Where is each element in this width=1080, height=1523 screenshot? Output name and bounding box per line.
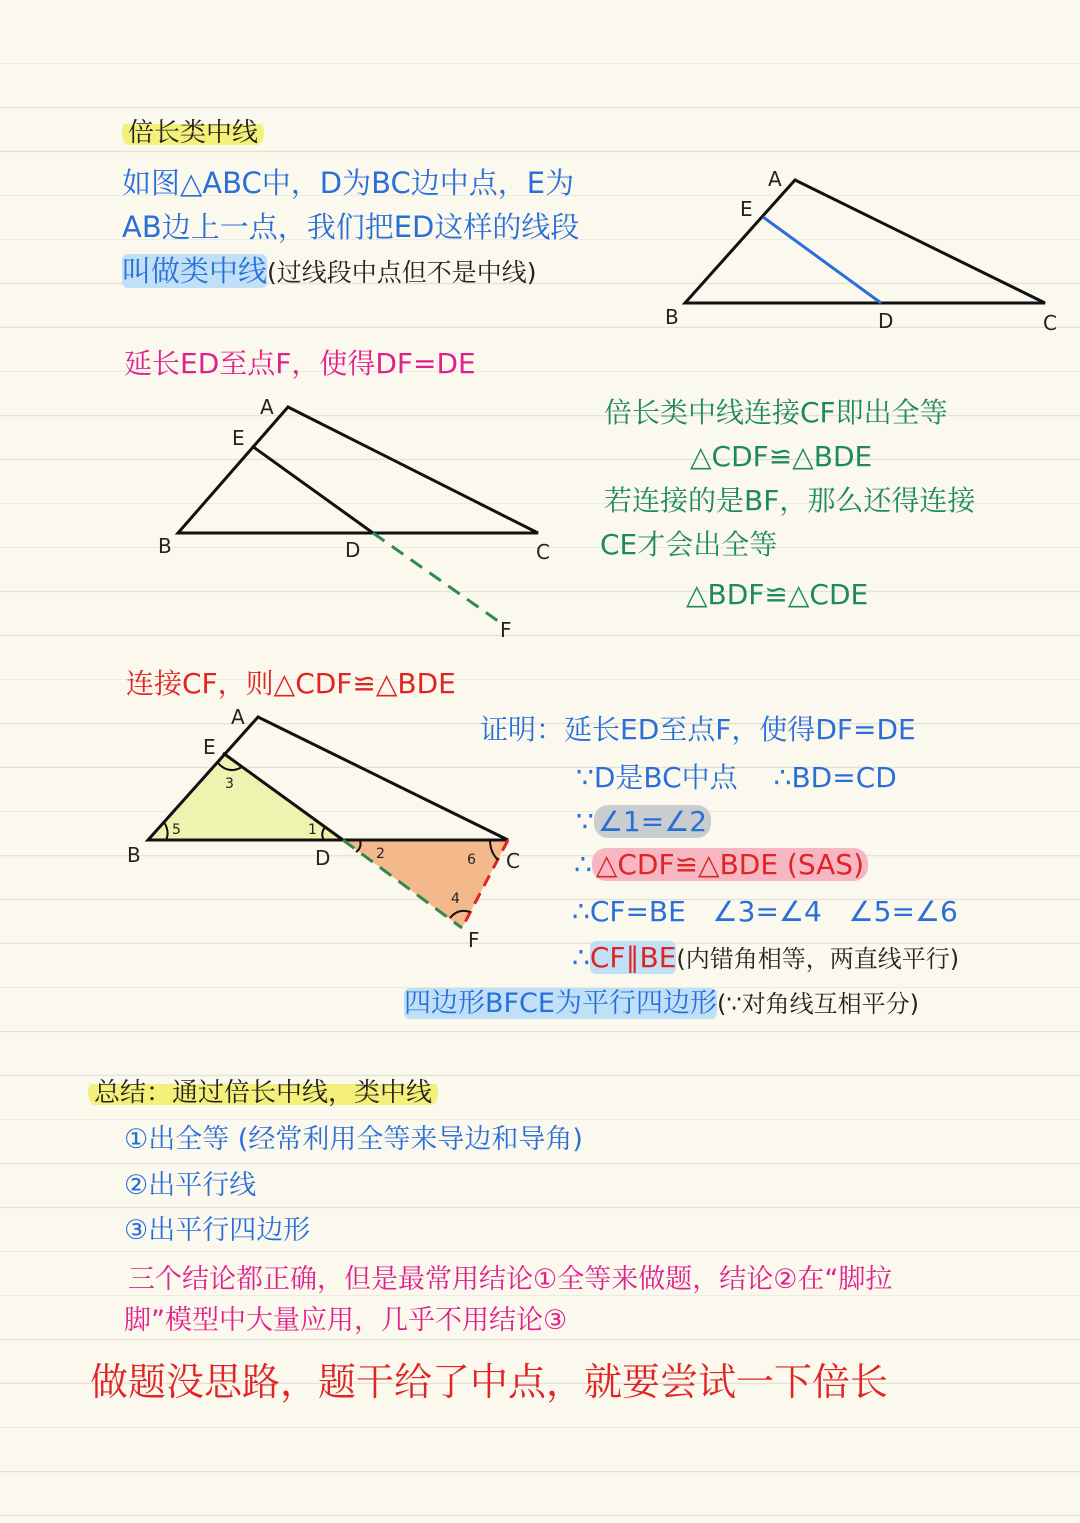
proof-line3-text: ∠1=∠2 (594, 805, 711, 838)
summary-item2: ②出平行线 (124, 1170, 257, 1201)
angle-label-4: 4 (451, 891, 460, 907)
fig2-label-f: F (500, 618, 512, 642)
proof-line6-prefix: ∴ (572, 941, 590, 974)
summary-final: 做题没思路，题干给了中点，就要尝试一下倍长 (90, 1360, 889, 1404)
fig1-label-c: C (1043, 311, 1057, 335)
section2-note3: 若连接的是BF，那么还得连接 (604, 484, 976, 517)
fig2-label-a: A (260, 395, 274, 419)
fig3-label-e: E (203, 735, 216, 759)
fig3-label-a: A (231, 705, 245, 729)
section2-title: 延长ED至点F，使得DF=DE (124, 347, 476, 380)
proof-line6-note: (内错角相等，两直线平行) (676, 945, 960, 973)
proof-line7-main: 四边形BFCE为平行四边形 (404, 988, 717, 1019)
proof-line1: 证明：延长ED至点F，使得DF=DE (480, 713, 916, 746)
proof-line6-main: CF∥BE (589, 941, 677, 974)
fig1-label-e: E (740, 197, 753, 221)
section2-note5: △BDF≌△CDE (686, 578, 869, 611)
proof-line2 (576, 761, 897, 795)
proof-line7-note: (∵对角线互相平分) (716, 990, 919, 1018)
proof-line3-prefix: ∵ (576, 805, 594, 838)
section2-note2: △CDF≌△BDE (690, 440, 873, 473)
proof-line6 (572, 941, 959, 975)
angle-label-1: 1 (308, 822, 317, 838)
section1-desc-line2: AB边上一点，我们把ED这样的线段 (122, 210, 580, 244)
summary-item1: ①出全等 (经常利用全等来导边和导角) (124, 1124, 583, 1155)
section1-title-text: 倍长类中线 (122, 118, 264, 148)
triangle-cdf-fill (343, 840, 508, 928)
fig2-label-e: E (232, 426, 245, 450)
fig2-label-d: D (345, 538, 361, 562)
summary-para-line2: 脚”模型中大量应用，几乎不用结论③ (124, 1305, 568, 1336)
angle-label-2: 2 (376, 846, 385, 862)
angle-label-6: 6 (467, 852, 476, 868)
section3-title: 连接CF，则△CDF≌△BDE (126, 667, 456, 700)
proof-line3 (576, 805, 711, 839)
section2-note4: CE才会出全等 (600, 528, 778, 561)
proof-line2a: ∵D是BC中点 (576, 761, 738, 794)
proof-line5: ∴CF=BE ∠3=∠4 ∠5=∠6 (572, 895, 958, 928)
fig3-label-b: B (127, 843, 141, 867)
summary-item3: ③出平行四边形 (124, 1215, 311, 1246)
section1-desc-term: 叫做类中线 (122, 254, 268, 288)
section1-desc-note: (过线段中点但不是中线) (267, 258, 537, 287)
fig1-label-a: A (768, 167, 782, 191)
proof-line4-prefix: ∴ (574, 848, 592, 881)
fig1-label-b: B (665, 305, 679, 329)
summary-title-text: 总结：通过倍长中线，类中线 (88, 1078, 438, 1108)
fig3-label-f: F (468, 928, 480, 952)
fig3-label-c: C (506, 849, 520, 873)
fig2-label-c: C (536, 540, 550, 564)
fig3-label-d: D (315, 846, 331, 870)
summary-title (88, 1078, 438, 1109)
summary-para-line1: 三个结论都正确，但是最常用结论①全等来做题，结论②在“脚拉 (128, 1264, 893, 1295)
proof-line4 (574, 848, 868, 882)
proof-line4-text: △CDF≌△BDE (SAS) (592, 848, 868, 881)
proof-line2b: ∴BD=CD (773, 761, 897, 794)
angle-label-3: 3 (225, 776, 234, 792)
fig2-label-b: B (158, 534, 172, 558)
section1-desc-line1: 如图△ABC中，D为BC边中点，E为 (122, 166, 575, 200)
section2-note1: 倍长类中线连接CF即出全等 (604, 396, 948, 429)
fig1-label-d: D (878, 309, 894, 333)
proof-line7 (404, 988, 919, 1020)
angle-label-5: 5 (172, 822, 181, 838)
